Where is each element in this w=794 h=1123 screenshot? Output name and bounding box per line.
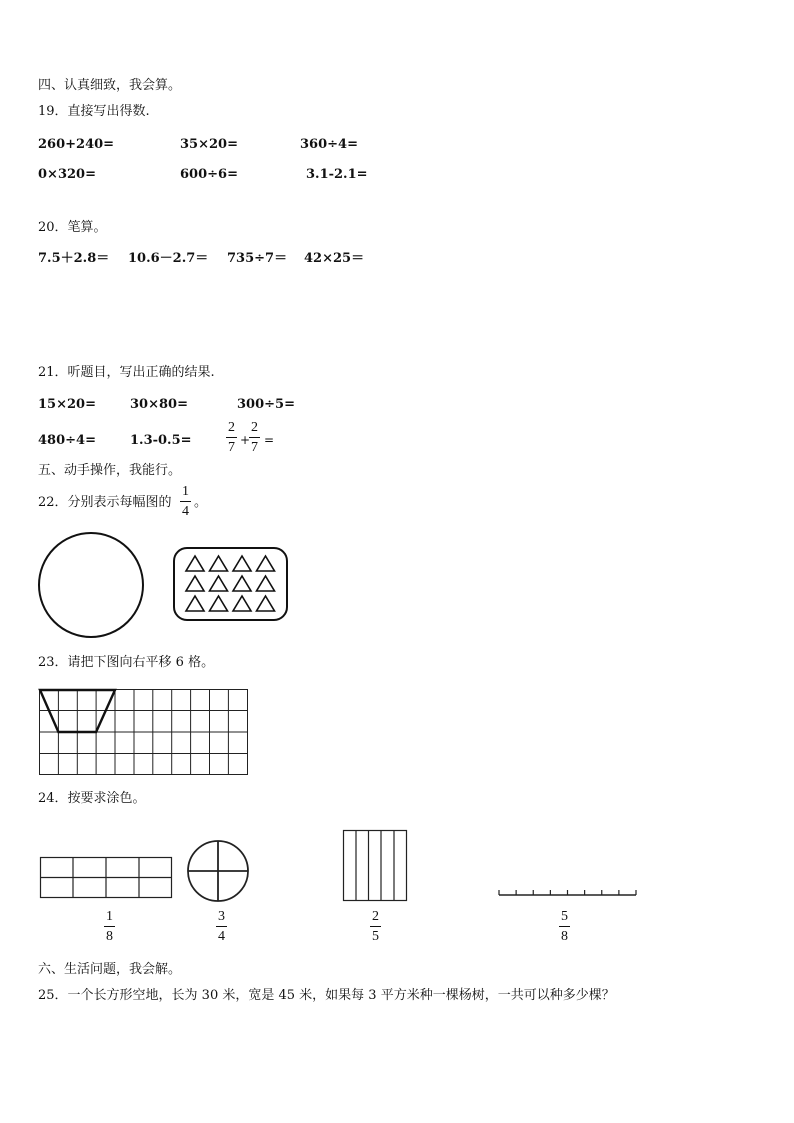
q19-item: 360÷4= bbox=[300, 137, 358, 152]
section6-heading: 六、生活问题，我会解。 bbox=[38, 962, 182, 977]
q24-rectangle-eighths bbox=[40, 857, 174, 899]
numerator: 2 bbox=[372, 909, 379, 924]
q19-item: 600÷6= bbox=[180, 167, 238, 182]
denominator: 4 bbox=[218, 929, 225, 944]
q25-text: 25．一个长方形空地，长为 30 米，宽是 45 米，如果每 3 平方米种一棵杨树，一共可以种多少棵？ bbox=[38, 988, 615, 1003]
q24-rectangle-fifths bbox=[343, 830, 409, 902]
triangle-icon bbox=[186, 556, 204, 571]
q20-title: 20．笔算。 bbox=[38, 220, 107, 235]
q22-circle bbox=[38, 532, 146, 640]
q19-item: 0×320= bbox=[38, 167, 96, 182]
numerator: 1 bbox=[106, 909, 113, 924]
q23-title: 23．请把下图向右平移 6 格。 bbox=[38, 655, 215, 670]
triangle-icon bbox=[257, 556, 275, 571]
denominator: 8 bbox=[561, 929, 568, 944]
triangle-icon bbox=[186, 576, 204, 591]
section4-heading: 四、认真细致，我会算。 bbox=[38, 78, 182, 93]
numerator: 5 bbox=[561, 909, 568, 924]
denominator: 7 bbox=[251, 440, 258, 455]
q21-item: 15×20= bbox=[38, 397, 96, 412]
plus-sign: + bbox=[240, 433, 251, 447]
denominator: 5 bbox=[372, 929, 379, 944]
equals-sign: = bbox=[264, 433, 275, 447]
q21-item: 300÷5= bbox=[237, 397, 295, 412]
q20-item: 7.5＋2.8＝ bbox=[38, 251, 110, 266]
triangle-icon bbox=[210, 576, 228, 591]
fraction-1-4 bbox=[180, 484, 191, 519]
triangle-icon bbox=[210, 556, 228, 571]
q19-item: 35×20= bbox=[180, 137, 238, 152]
q21-item: 1.3-0.5= bbox=[130, 433, 192, 448]
triangle-icon bbox=[257, 596, 275, 611]
denominator: 7 bbox=[228, 440, 235, 455]
q24-title: 24．按要求涂色。 bbox=[38, 791, 146, 806]
q23-grid bbox=[39, 689, 249, 777]
q24-line-segment bbox=[498, 884, 640, 898]
triangle-icon bbox=[233, 556, 251, 571]
fraction-3-4 bbox=[216, 909, 227, 944]
fraction-2-7-b bbox=[249, 420, 260, 455]
q19-item: 260+240= bbox=[38, 137, 115, 152]
q19-item: 3.1-2.1= bbox=[306, 167, 368, 182]
triangle-icon bbox=[257, 576, 275, 591]
fraction-5-8 bbox=[559, 909, 570, 944]
denominator: 4 bbox=[182, 504, 189, 519]
section5-heading: 五、动手操作，我能行。 bbox=[38, 463, 182, 478]
fraction-2-7-a bbox=[226, 420, 237, 455]
denominator: 8 bbox=[106, 929, 113, 944]
q22-end: 。 bbox=[194, 495, 208, 510]
triangle-icon bbox=[233, 576, 251, 591]
numerator: 2 bbox=[251, 420, 258, 435]
q22-triangle-box bbox=[173, 547, 289, 623]
q21-item: 30×80= bbox=[130, 397, 188, 412]
numerator: 1 bbox=[182, 484, 189, 499]
q19-title: 19．直接写出得数. bbox=[38, 104, 150, 119]
triangle-icon bbox=[233, 596, 251, 611]
fraction-1-8 bbox=[104, 909, 115, 944]
q21-item: 480÷4= bbox=[38, 433, 96, 448]
numerator: 3 bbox=[218, 909, 225, 924]
q20-item: 42×25＝ bbox=[304, 251, 365, 266]
q20-item: 10.6－2.7＝ bbox=[128, 251, 209, 266]
fraction-2-5 bbox=[370, 909, 381, 944]
triangle-icon bbox=[186, 596, 204, 611]
numerator: 2 bbox=[228, 420, 235, 435]
q21-title: 21．听题目，写出正确的结果. bbox=[38, 365, 215, 380]
q22-title: 22．分别表示每幅图的 bbox=[38, 495, 172, 510]
q20-item: 735÷7＝ bbox=[227, 251, 288, 266]
triangle-icon bbox=[210, 596, 228, 611]
q24-circle-quarters bbox=[187, 840, 251, 904]
